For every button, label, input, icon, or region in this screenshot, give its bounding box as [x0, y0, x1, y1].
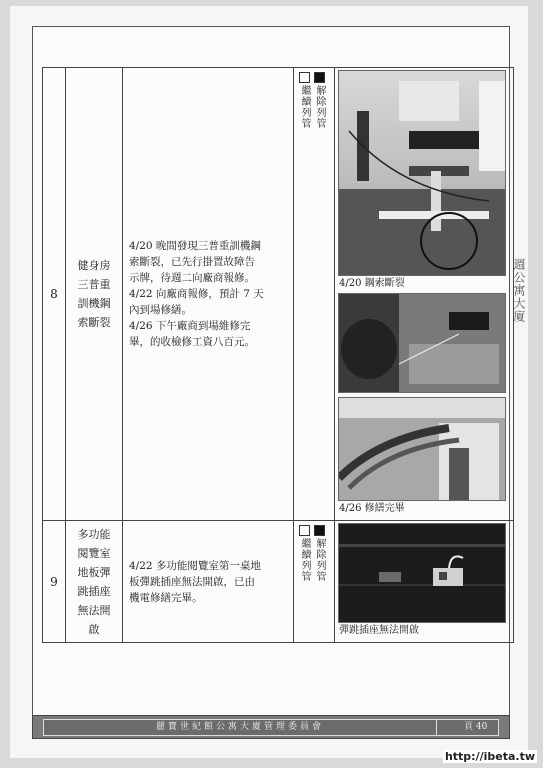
row-number: 8 — [43, 68, 66, 521]
release-label: 解除列管 — [314, 538, 325, 582]
photo-caption: 4/26 修繕完畢 — [339, 503, 405, 514]
item-line: 地板彈 — [77, 565, 111, 579]
desc-line: 內到場修繕。 — [129, 304, 192, 316]
document-page — [10, 6, 528, 758]
release-checkbox — [314, 525, 325, 536]
desc-line: 板彈跳插座無法開啟，已由 — [129, 575, 255, 588]
side-tab-label: 週公寓大廈 — [512, 258, 526, 323]
footer-divider — [436, 720, 437, 735]
release-label: 解除列管 — [314, 85, 325, 129]
page-frame — [32, 26, 510, 716]
gym-machine-photo — [338, 70, 506, 276]
desc-line: 畢，的收檢修工資八百元。 — [129, 336, 255, 348]
item-cell — [66, 68, 123, 521]
table-row — [43, 521, 514, 643]
release-checkbox — [314, 72, 325, 83]
item-line: 啟 — [88, 622, 100, 636]
photo-cell — [335, 521, 514, 643]
desc-line: 4/26 下午廠商到場維修完 — [129, 320, 251, 332]
continue-label: 繼續列管 — [299, 85, 310, 129]
item-line: 三普重 — [77, 278, 111, 291]
continue-label: 繼續列管 — [299, 538, 310, 582]
item-cell — [66, 521, 123, 643]
desc-line: 索斷裂，已先行掛置故障告 — [129, 256, 255, 268]
page-footer — [32, 715, 510, 739]
repair-work-photo — [338, 293, 506, 393]
watermark-url: http://ibeta.tw — [444, 750, 535, 763]
photo-caption: 4/20 鋼索斷裂 — [339, 278, 405, 289]
row-number: 9 — [43, 521, 66, 643]
maintenance-log-table — [42, 67, 514, 643]
item-line: 無法開 — [77, 603, 111, 617]
desc-line: 4/22 向廠商報修，預計 7 天 — [129, 288, 264, 300]
page-number: 頁 40 — [464, 722, 488, 732]
item-line: 跳插座 — [77, 584, 111, 598]
photo-caption: 彈跳插座無法開啟 — [339, 625, 419, 636]
desc-line: 機電修繕完畢。 — [129, 591, 203, 604]
desc-line: 4/20 晚間發現三普重訓機鋼 — [129, 240, 261, 252]
status-cell — [294, 521, 335, 643]
item-line: 索斷裂 — [77, 316, 111, 329]
status-cell — [294, 68, 335, 521]
item-line: 閱覽室 — [77, 546, 111, 560]
desc-line: 示牌，待週二向廠商報修。 — [129, 272, 255, 284]
item-line: 訓機鋼 — [77, 297, 111, 310]
description-cell — [123, 68, 294, 521]
continue-checkbox — [299, 72, 310, 83]
table-row — [43, 68, 514, 521]
item-line: 健身房 — [77, 259, 111, 272]
item-line: 多功能 — [77, 527, 111, 541]
photo-cell — [335, 68, 514, 521]
description-cell — [123, 521, 294, 643]
desc-line: 4/22 多功能閱覽室第一桌地 — [129, 559, 261, 572]
footer-title: 麗寶世紀館公寓大廈管理委員會 — [155, 722, 324, 732]
floor-socket-photo — [338, 523, 506, 623]
continue-checkbox — [299, 525, 310, 536]
repaired-machine-photo — [338, 397, 506, 501]
